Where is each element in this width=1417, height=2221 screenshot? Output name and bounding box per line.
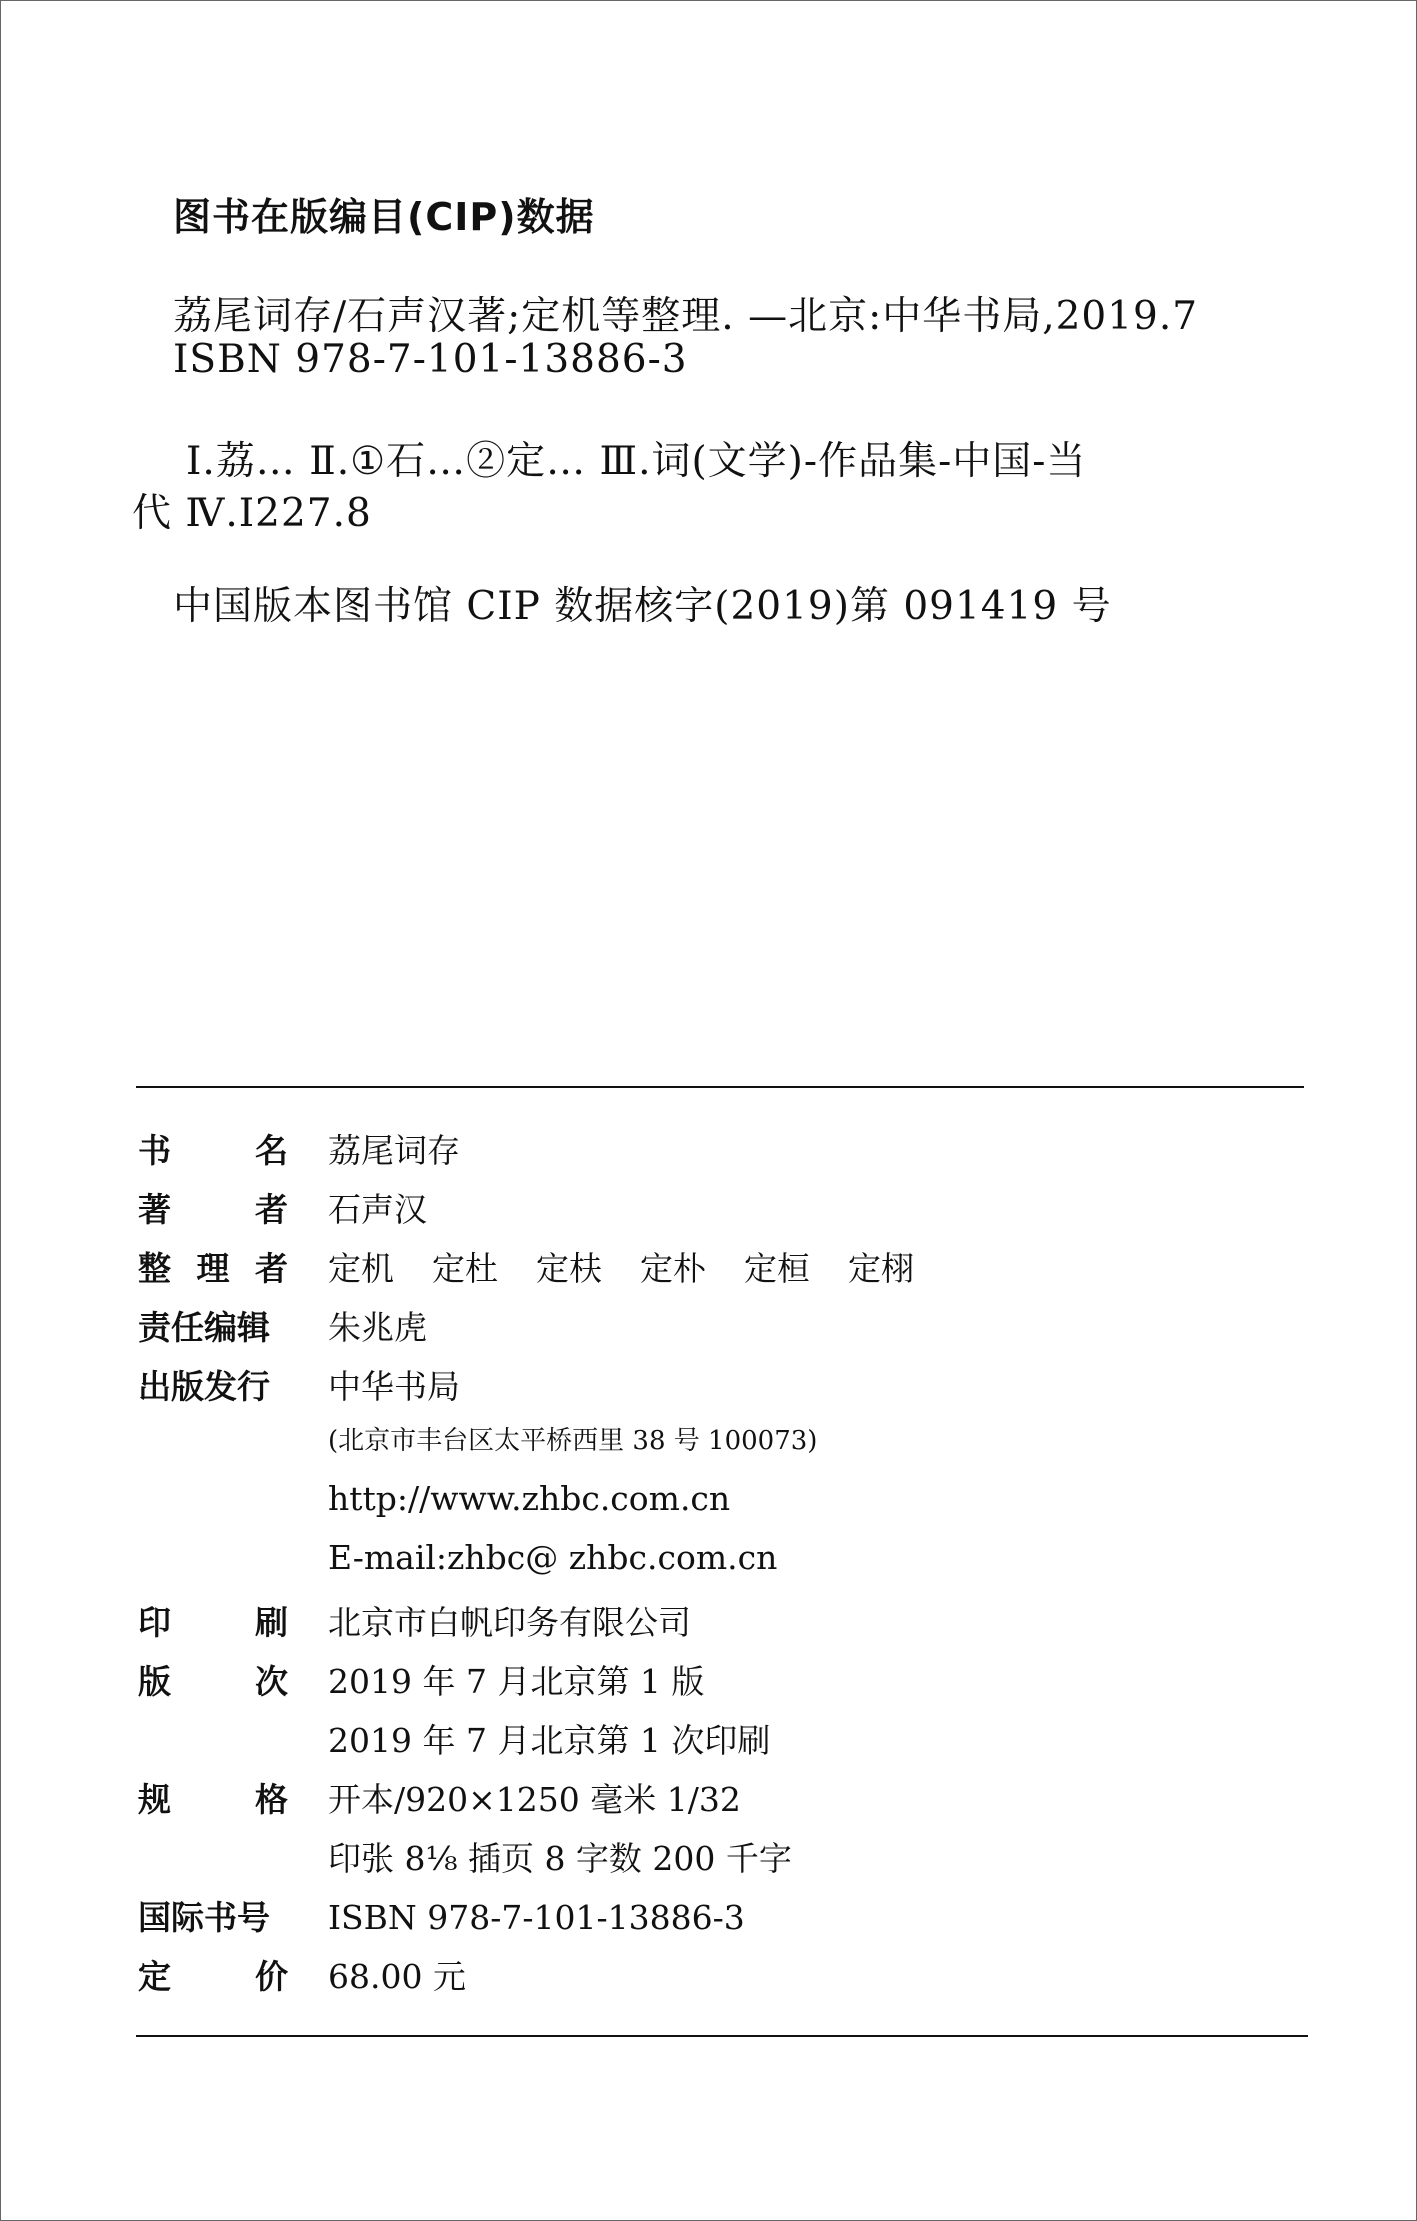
- publisher-email: E-mail:zhbc@ zhbc.com.cn: [328, 1538, 778, 1577]
- row-editors: [138, 1243, 1318, 1302]
- publisher-address: (北京市丰台区太平桥西里 38 号 100073): [328, 1426, 818, 1456]
- value-printing: 2019 年 7 月北京第 1 次印刷: [328, 1721, 771, 1760]
- value-format: 开本/920×1250 毫米 1/32: [328, 1780, 741, 1819]
- row-edition: [138, 1656, 1318, 1715]
- cip-classification-line: Ⅰ.荔… Ⅱ.①石…②定… Ⅲ.词(文学)-作品集-中国-当: [186, 439, 1087, 484]
- value-printer: 北京市白帆印务有限公司: [328, 1603, 691, 1642]
- row-publisher-address: [138, 1420, 1318, 1479]
- top-divider: [136, 1086, 1304, 1088]
- cip-classification-line-2: 代 Ⅳ.I227.8: [132, 491, 372, 536]
- row-isbn: [138, 1892, 1318, 1951]
- value-price: 68.00 元: [328, 1957, 466, 1996]
- label-editors: 整 理 者: [138, 1249, 288, 1288]
- label-author: 著 者: [138, 1190, 288, 1229]
- value-book-name: 荔尾词存: [328, 1131, 460, 1170]
- colophon: [138, 1125, 1318, 2010]
- editor-name: 定桓: [744, 1249, 810, 1288]
- editor-name: 定栩: [848, 1249, 914, 1288]
- value-publisher: 中华书局: [328, 1367, 460, 1406]
- row-author: [138, 1184, 1318, 1243]
- editor-name: 定朴: [640, 1249, 706, 1288]
- row-printing: [138, 1715, 1318, 1774]
- row-responsible-editor: [138, 1302, 1318, 1361]
- publisher-url: http://www.zhbc.com.cn: [328, 1479, 731, 1518]
- row-book-name: [138, 1125, 1318, 1184]
- label-price: 定 价: [138, 1957, 288, 1996]
- row-publisher-email: [138, 1538, 1318, 1597]
- bottom-divider: [136, 2035, 1308, 2037]
- cip-record-line: 荔尾词存/石声汉著;定机等整理. —北京:中华书局,2019.7: [173, 294, 1199, 339]
- cip-verification-line: 中国版本图书馆 CIP 数据核字(2019)第 091419 号: [173, 584, 1112, 629]
- label-isbn: 国际书号: [138, 1898, 270, 1937]
- value-format-details: 印张 8⅛ 插页 8 字数 200 千字: [328, 1839, 792, 1878]
- label-edition: 版 次: [138, 1662, 288, 1701]
- row-printer: [138, 1597, 1318, 1656]
- row-price: [138, 1951, 1318, 2010]
- label-book-name: 书 名: [138, 1131, 288, 1170]
- editor-name: 定枎: [536, 1249, 602, 1288]
- editor-name: 定机: [328, 1249, 394, 1288]
- value-editors: [328, 1243, 952, 1290]
- value-isbn: ISBN 978-7-101-13886-3: [328, 1898, 745, 1937]
- label-printer: 印 刷: [138, 1603, 288, 1642]
- row-publisher: [138, 1361, 1318, 1420]
- cip-title: 图书在版编目(CIP)数据: [173, 195, 595, 239]
- label-publisher: 出版发行: [138, 1367, 270, 1406]
- row-format-details: [138, 1833, 1318, 1892]
- label-format: 规 格: [138, 1780, 288, 1819]
- value-responsible-editor: 朱兆虎: [328, 1308, 427, 1347]
- label-responsible-editor: 责任编辑: [138, 1308, 270, 1347]
- row-publisher-url: [138, 1479, 1318, 1538]
- cip-isbn-line: ISBN 978-7-101-13886-3: [173, 337, 688, 382]
- value-edition: 2019 年 7 月北京第 1 版: [328, 1662, 705, 1701]
- editor-name: 定杜: [432, 1249, 498, 1288]
- row-format: [138, 1774, 1318, 1833]
- value-author: 石声汉: [328, 1190, 427, 1229]
